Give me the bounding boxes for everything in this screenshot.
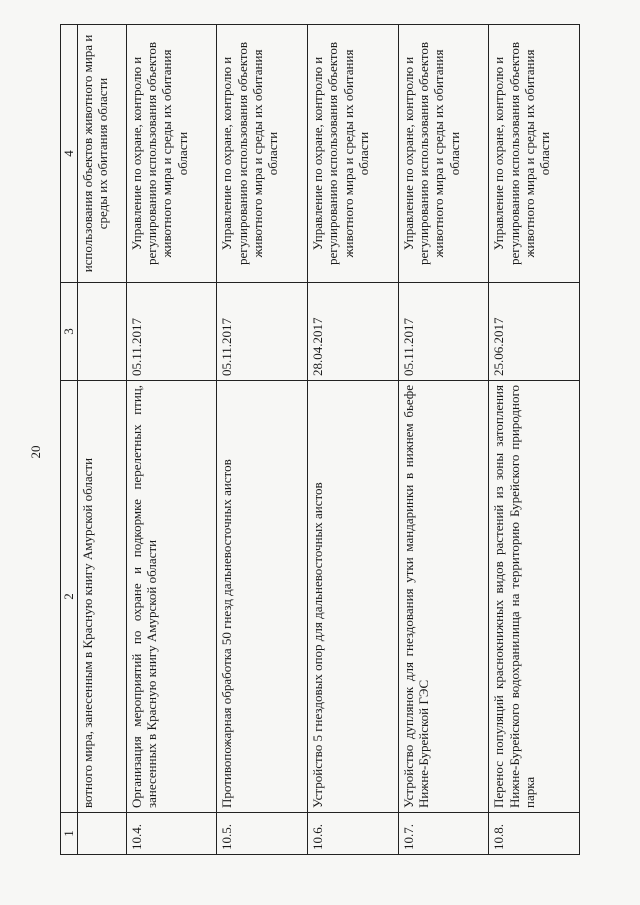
row-responsible: использования объектов животного мира и среды их обитания области xyxy=(78,25,127,283)
column-header-2: 2 xyxy=(61,381,78,813)
table-row xyxy=(78,25,127,855)
table-row xyxy=(489,25,580,855)
table-row xyxy=(398,25,489,855)
table-row xyxy=(126,25,217,855)
table-row xyxy=(217,25,308,855)
row-date: 28.04.2017 xyxy=(308,283,399,381)
row-responsible: Управление по охране, контролю и регулированию использования объектов животного мира и среды их обитания области xyxy=(126,25,217,283)
row-number: 10.4. xyxy=(126,813,217,855)
row-date: 25.06.2017 xyxy=(489,283,580,381)
row-responsible: Управление по охране, контролю и регулированию использования объектов животного мира и среды их обитания области xyxy=(489,25,580,283)
column-header-4: 4 xyxy=(61,25,78,283)
row-number: 10.5. xyxy=(217,813,308,855)
row-measure: Противопожарная обработка 50 гнезд дальневосточных аистов xyxy=(217,381,308,813)
row-measure: вотного мира, занесенным в Красную книгу Амурской области xyxy=(78,381,127,813)
row-measure: Организация мероприятий по охране и подкормке перелетных птиц, занесенных в Красную книгу Амурской области xyxy=(126,381,217,813)
row-date: 05.11.2017 xyxy=(126,283,217,381)
row-measure: Устройство 5 гнездовых опор для дальневосточных аистов xyxy=(308,381,399,813)
row-date xyxy=(78,283,127,381)
row-measure: Устройство дуплянок для гнездования утки мандаринки в нижнем бьефе Нижне-Бурейской ГЭС xyxy=(398,381,489,813)
rotated-table-container xyxy=(60,25,580,855)
measures-table xyxy=(60,24,580,855)
row-measure: Перенос популяций краснокнижных видов растений из зоны затопления Нижне-Бурейского водохранилища на территорию Бурейского природного парка xyxy=(489,381,580,813)
column-header-1: 1 xyxy=(61,813,78,855)
header-row xyxy=(61,25,78,855)
row-date: 05.11.2017 xyxy=(217,283,308,381)
column-header-3: 3 xyxy=(61,283,78,381)
row-responsible: Управление по охране, контролю и регулированию использования объектов животного мира и среды их обитания области xyxy=(398,25,489,283)
row-number: 10.7. xyxy=(398,813,489,855)
row-date: 05.11.2017 xyxy=(398,283,489,381)
row-number: 10.8. xyxy=(489,813,580,855)
row-number xyxy=(78,813,127,855)
row-responsible: Управление по охране, контролю и регулированию использования объектов животного мира и среды их обитания области xyxy=(217,25,308,283)
row-responsible: Управление по охране, контролю и регулированию использования объектов животного мира и среды их обитания области xyxy=(308,25,399,283)
row-number: 10.6. xyxy=(308,813,399,855)
table-row xyxy=(308,25,399,855)
page-number: 20 xyxy=(28,445,43,459)
